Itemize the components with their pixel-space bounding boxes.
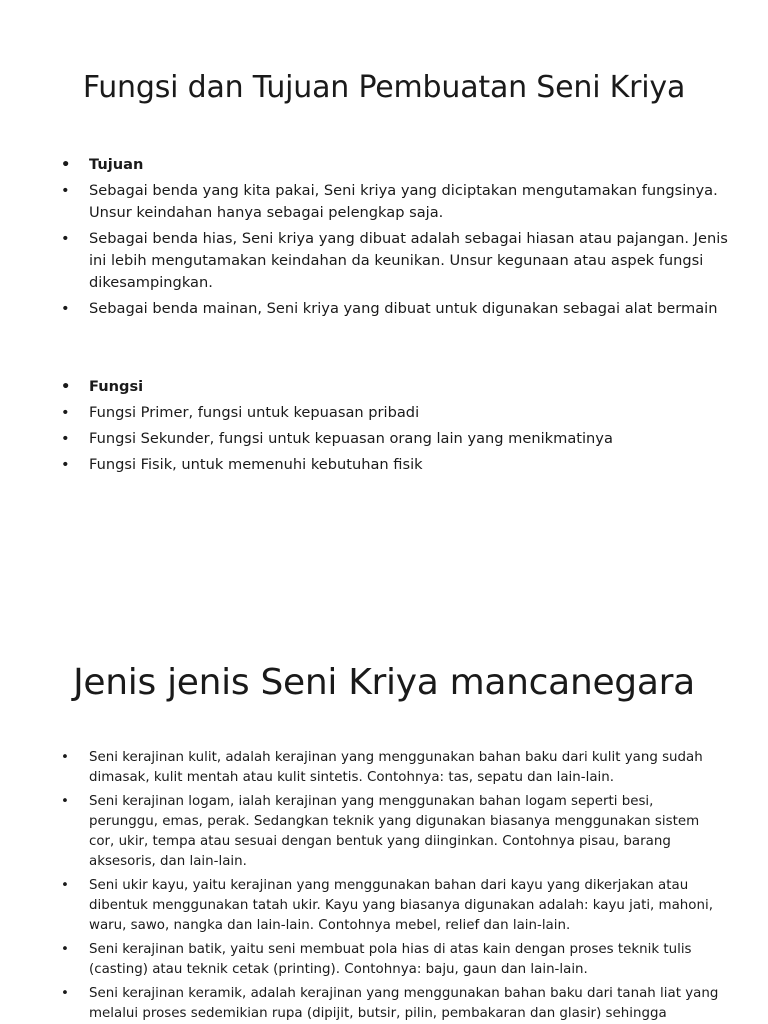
bullet-icon: •	[61, 156, 71, 173]
bullet-icon: •	[61, 942, 69, 957]
list-item	[61, 180, 729, 224]
list-item	[61, 428, 729, 450]
list-item	[61, 298, 729, 320]
list-heading-tujuan	[61, 154, 729, 176]
list-item-text: Seni kerajinan batik, yaitu seni membuat pola hias di atas kain dengan proses teknik tulis (casting) atau teknik cetak (printing). Contohnya: baju, gaun dan lain-lain.	[89, 942, 692, 977]
list-item	[61, 876, 719, 936]
list-item-text: Sebagai benda hias, Seni kriya yang dibuat adalah sebagai hiasan atau pajangan. Jenis ini lebih mengutamakan keindahan da keunikan. Unsur kegunaan atau aspek fungsi dikesampingkan.	[89, 230, 728, 291]
list-item-text: Seni kerajinan kulit, adalah kerajinan yang menggunakan bahan baku dari kulit yang sudah dimasak, kulit mentah atau kulit sintetis. Contohnya: tas, sepatu dan lain-lain.	[89, 750, 703, 785]
bullet-icon: •	[61, 182, 70, 199]
list-item	[61, 940, 719, 980]
jenis-list	[61, 748, 719, 1024]
list-item	[61, 402, 729, 424]
slide-title: Jenis jenis Seni Kriya mancanegara	[73, 662, 695, 703]
bullet-icon: •	[61, 300, 70, 317]
list-item-text: Fungsi Fisik, untuk memenuhi kebutuhan fisik	[89, 456, 423, 473]
list-item-text: Seni kerajinan keramik, adalah kerajinan yang menggunakan bahan baku dari tanah liat yang melalui proses sedemikian rupa (dipijit, butsir, pilin, pembakaran dan glasir) sehingga	[89, 986, 719, 1021]
slide-jenis-seni-kriya	[0, 576, 768, 1024]
list-item	[61, 984, 719, 1024]
list-heading-label: Fungsi	[89, 378, 144, 395]
list-item-text: Sebagai benda mainan, Seni kriya yang dibuat untuk digunakan sebagai alat bermain	[89, 300, 718, 317]
bullet-icon: •	[61, 750, 69, 765]
bullet-icon: •	[61, 378, 71, 395]
bullet-icon: •	[61, 230, 70, 247]
bullet-icon: •	[61, 986, 69, 1001]
list-item	[61, 228, 729, 294]
list-item-text: Fungsi Sekunder, fungsi untuk kepuasan orang lain yang menikmatinya	[89, 430, 613, 447]
list-item	[61, 748, 719, 788]
bullet-icon: •	[61, 456, 70, 473]
list-heading-label: Tujuan	[89, 156, 144, 173]
list-item	[61, 454, 729, 476]
bullet-icon: •	[61, 794, 69, 809]
tujuan-list	[61, 154, 729, 324]
list-heading-fungsi	[61, 376, 729, 398]
list-item-text: Seni kerajinan logam, ialah kerajinan yang menggunakan bahan logam seperti besi, perunggu, emas, perak. Sedangkan teknik yang digunakan biasanya menggunakan sistem cor, ukir, tempa atau sesuai dengan bentuk yang diinginkan. Contohnya pisau, barang aksesoris, dan lain-lain.	[89, 794, 700, 869]
list-item-text: Seni ukir kayu, yaitu kerajinan yang menggunakan bahan dari kayu yang dikerjakan atau dibentuk menggunakan tatah ukir. Kayu yang biasanya digunakan adalah: kayu jati, mahoni, waru, sawo, nangka dan lain-lain. Contohnya mebel, relief dan lain-lain.	[89, 878, 713, 933]
list-item-text: Fungsi Primer, fungsi untuk kepuasan pribadi	[89, 404, 420, 421]
bullet-icon: •	[61, 878, 69, 893]
list-item-text: Sebagai benda yang kita pakai, Seni kriya yang diciptakan mengutamakan fungsinya. Unsur keindahan hanya sebagai pelengkap saja.	[89, 182, 718, 221]
fungsi-list	[61, 376, 729, 480]
list-item	[61, 792, 719, 872]
bullet-icon: •	[61, 404, 70, 421]
bullet-icon: •	[61, 430, 70, 447]
slide-title: Fungsi dan Tujuan Pembuatan Seni Kriya	[82, 70, 686, 105]
